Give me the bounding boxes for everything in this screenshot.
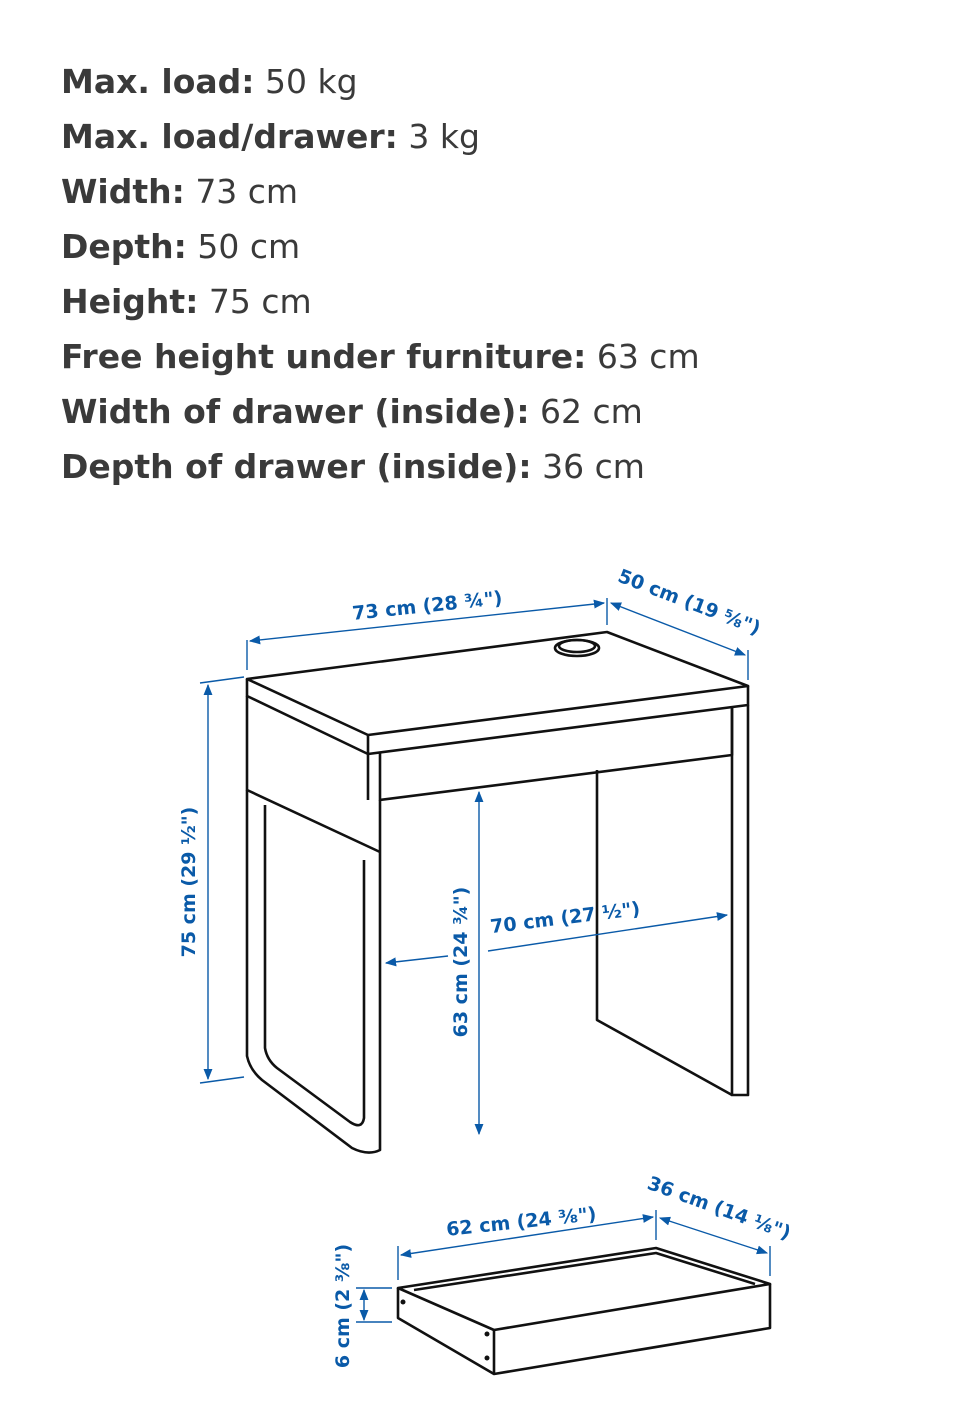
drawer-drawing	[398, 1248, 770, 1374]
spec-value: 36 cm	[542, 447, 645, 486]
inner-width-label: 70 cm (27 ½")	[489, 897, 642, 939]
spec-label: Free height under furniture:	[61, 337, 587, 376]
spec-value: 50 kg	[265, 62, 358, 101]
free-height-label: 63 cm (24 ¾")	[450, 886, 472, 1038]
spec-label: Depth of drawer (inside):	[61, 447, 532, 486]
drawer-width-label: 62 cm (24 ⅜")	[445, 1203, 598, 1241]
spec-label: Width of drawer (inside):	[61, 392, 530, 431]
spec-value: 73 cm	[195, 172, 299, 211]
spec-value: 75 cm	[208, 282, 312, 321]
spec-label: Max. load/drawer:	[61, 117, 398, 156]
desk-drawing	[247, 632, 748, 1153]
spec-value: 3 kg	[408, 117, 480, 156]
spec-label: Width:	[61, 172, 185, 211]
drawer-depth-label: 36 cm (14 ⅛")	[644, 1172, 794, 1245]
spec-label: Max. load:	[61, 62, 255, 101]
spec-label: Depth:	[61, 227, 187, 266]
desk-width-label: 73 cm (28 ¾")	[351, 587, 504, 625]
drawer-height-label: 6 cm (2 ⅜")	[332, 1243, 354, 1369]
spec-value: 62 cm	[540, 392, 643, 431]
spec-value: 50 cm	[197, 227, 301, 266]
spec-value: 63 cm	[596, 337, 700, 376]
spec-label: Height:	[61, 282, 199, 321]
desk-height-label: 75 cm (29 ½")	[178, 806, 200, 958]
desk-depth-label: 50 cm (19 ⅝")	[614, 565, 764, 640]
